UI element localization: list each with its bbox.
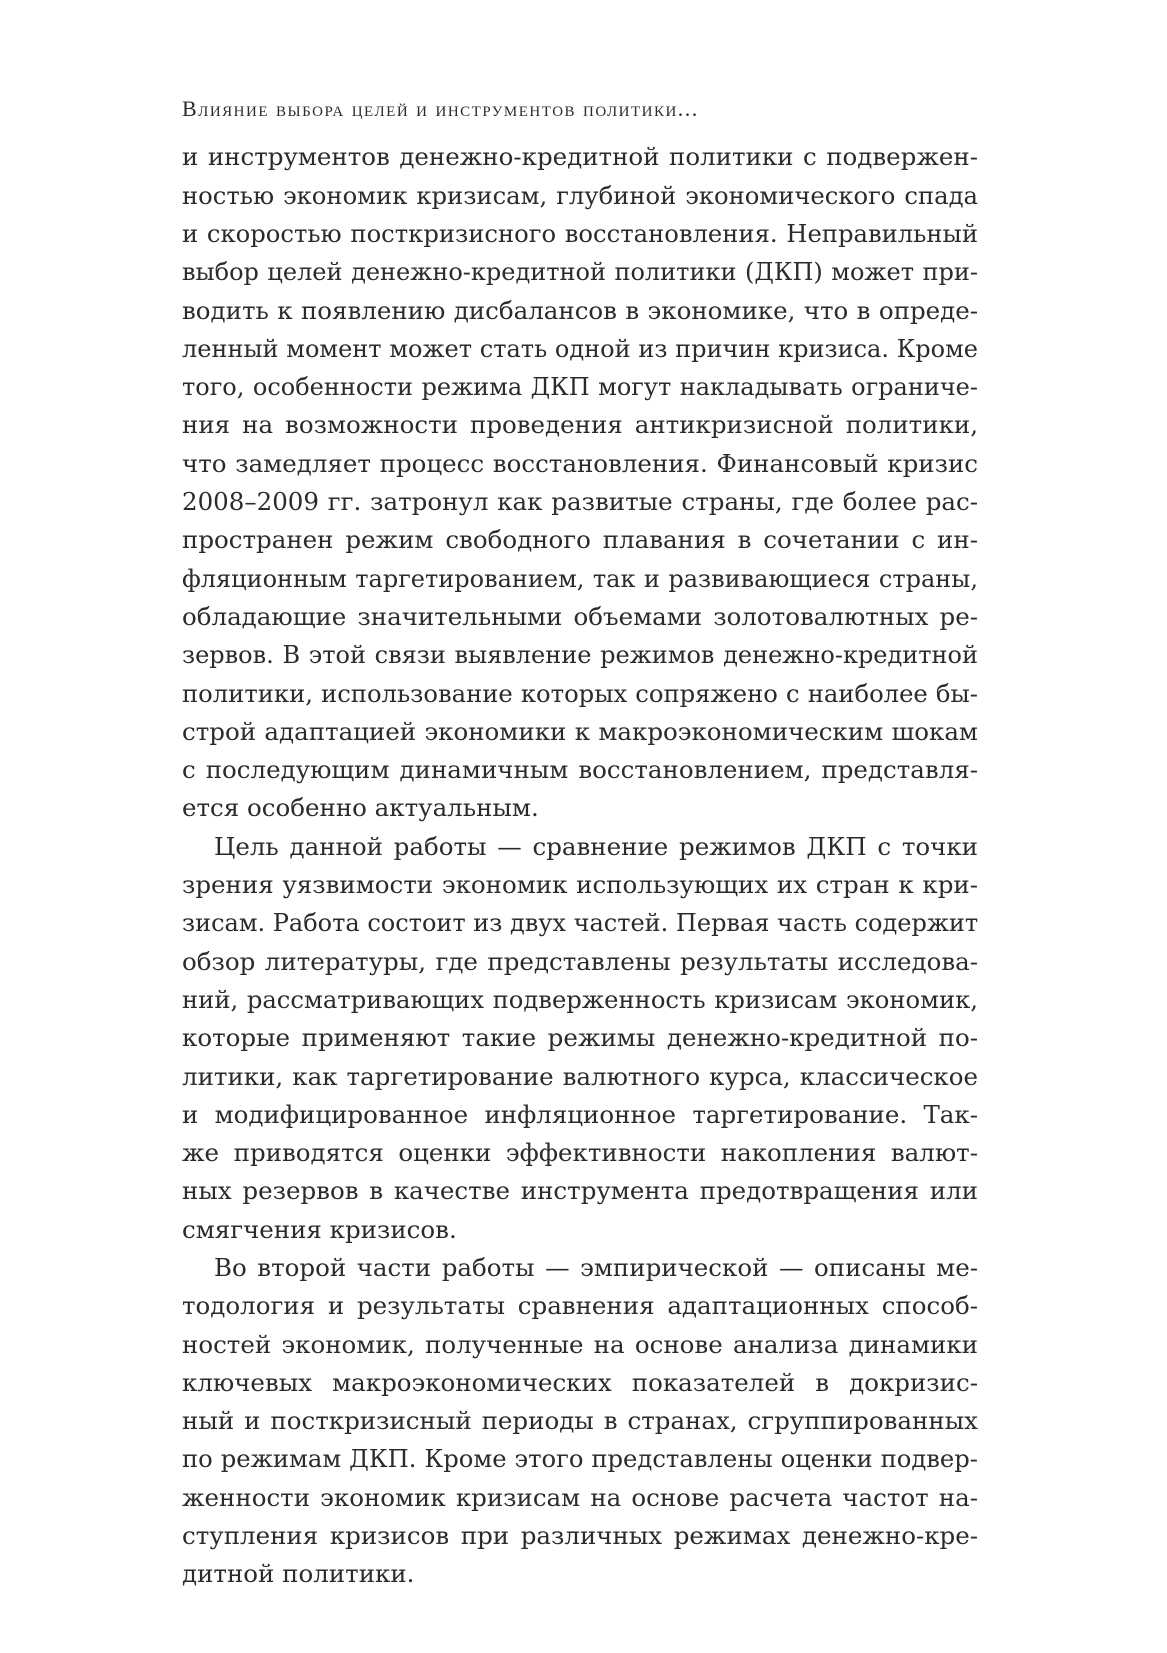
text-line: литики, как таргетирование валютного курса, классическое xyxy=(182,1061,978,1091)
text-line: Цель данной работы — сравнение режимов ДКП с точки xyxy=(214,831,978,861)
text-line: ний, рассматривающих подверженность кризисам экономик, xyxy=(182,984,978,1014)
running-head: Влияние выбора целей и инструментов политики... xyxy=(182,96,699,121)
text-line: женности экономик кризисам на основе расчета частот на- xyxy=(182,1482,978,1512)
text-line: Во второй части работы — эмпирической — описаны ме- xyxy=(214,1253,978,1282)
text-line: ных резервов в качестве инструмента предотвращения или xyxy=(182,1176,978,1206)
text-line: ностей экономик, полученные на основе анализа динамики xyxy=(182,1329,978,1359)
text-line: выбор целей денежно-кредитной политики (ДКП) может при- xyxy=(182,258,978,287)
text-line: же приводятся оценки эффективности накопления валют- xyxy=(182,1138,978,1168)
text-line: тодология и результаты сравнения адаптационных способ- xyxy=(182,1291,978,1321)
text-line: политики, использование которых сопряжено с наиболее бы- xyxy=(182,678,978,708)
text-line: строй адаптацией экономики к макроэкономическим шокам xyxy=(182,716,978,746)
body-text xyxy=(182,138,978,1593)
text-line: зисам. Работа состоит из двух частей. Первая часть содержит xyxy=(182,909,979,938)
text-line: обладающие значительными объемами золотовалютных ре- xyxy=(182,601,978,631)
text-line: ностью экономик кризисам, глубиной экономического спада xyxy=(182,180,978,210)
text-line: 2008–2009 гг. затронул как развитые страны, где более рас- xyxy=(182,487,978,517)
text-line: дитной политики. xyxy=(182,1559,415,1589)
text-line: с последующим динамичным восстановлением, представля- xyxy=(182,755,978,785)
text-line: фляционным таргетированием, так и развивающиеся страны, xyxy=(182,564,978,593)
text-line: обзор литературы, где представлены результаты исследова- xyxy=(182,946,978,976)
text-line: пространен режим свободного плавания в сочетании с ин- xyxy=(182,525,978,555)
text-line: и скоростью посткризисного восстановления. Неправильный xyxy=(182,218,978,248)
text-line: и инструментов денежно-кредитной политики с подвержен- xyxy=(182,142,978,172)
paragraph-2 xyxy=(182,828,978,1249)
text-line: и модифицированное инфляционное таргетирование. Так- xyxy=(182,1099,978,1129)
book-page xyxy=(182,96,978,1594)
text-line: ется особенно актуальным. xyxy=(182,793,539,823)
text-line: которые применяют такие режимы денежно-кредитной по- xyxy=(182,1023,978,1053)
paragraph-1 xyxy=(182,138,978,827)
text-line: ступления кризисов при различных режимах денежно-кре- xyxy=(182,1521,978,1551)
text-line: водить к появлению дисбалансов в экономике, что в опреде- xyxy=(182,295,978,325)
text-line: ключевых макроэкономических показателей в докризис- xyxy=(182,1367,978,1397)
text-line: зрения уязвимости экономик использующих их стран к кри- xyxy=(182,870,978,900)
text-line: ленный момент может стать одной из причин кризиса. Кроме xyxy=(182,334,978,363)
text-line: смягчения кризисов. xyxy=(182,1214,457,1244)
text-line: зервов. В этой связи выявление режимов денежно-кредитной xyxy=(182,641,978,670)
text-line: ный и посткризисный периоды в странах, сгруппированных xyxy=(182,1406,978,1436)
text-line: ния на возможности проведения антикризисной политики, xyxy=(182,410,978,440)
text-line: по режимам ДКП. Кроме этого представлены оценки подвер- xyxy=(182,1444,978,1474)
text-line: что замедляет процесс восстановления. Финансовый кризис xyxy=(182,448,978,478)
text-line: того, особенности режима ДКП могут накладывать ограниче- xyxy=(182,373,978,402)
paragraph-3 xyxy=(182,1249,978,1594)
